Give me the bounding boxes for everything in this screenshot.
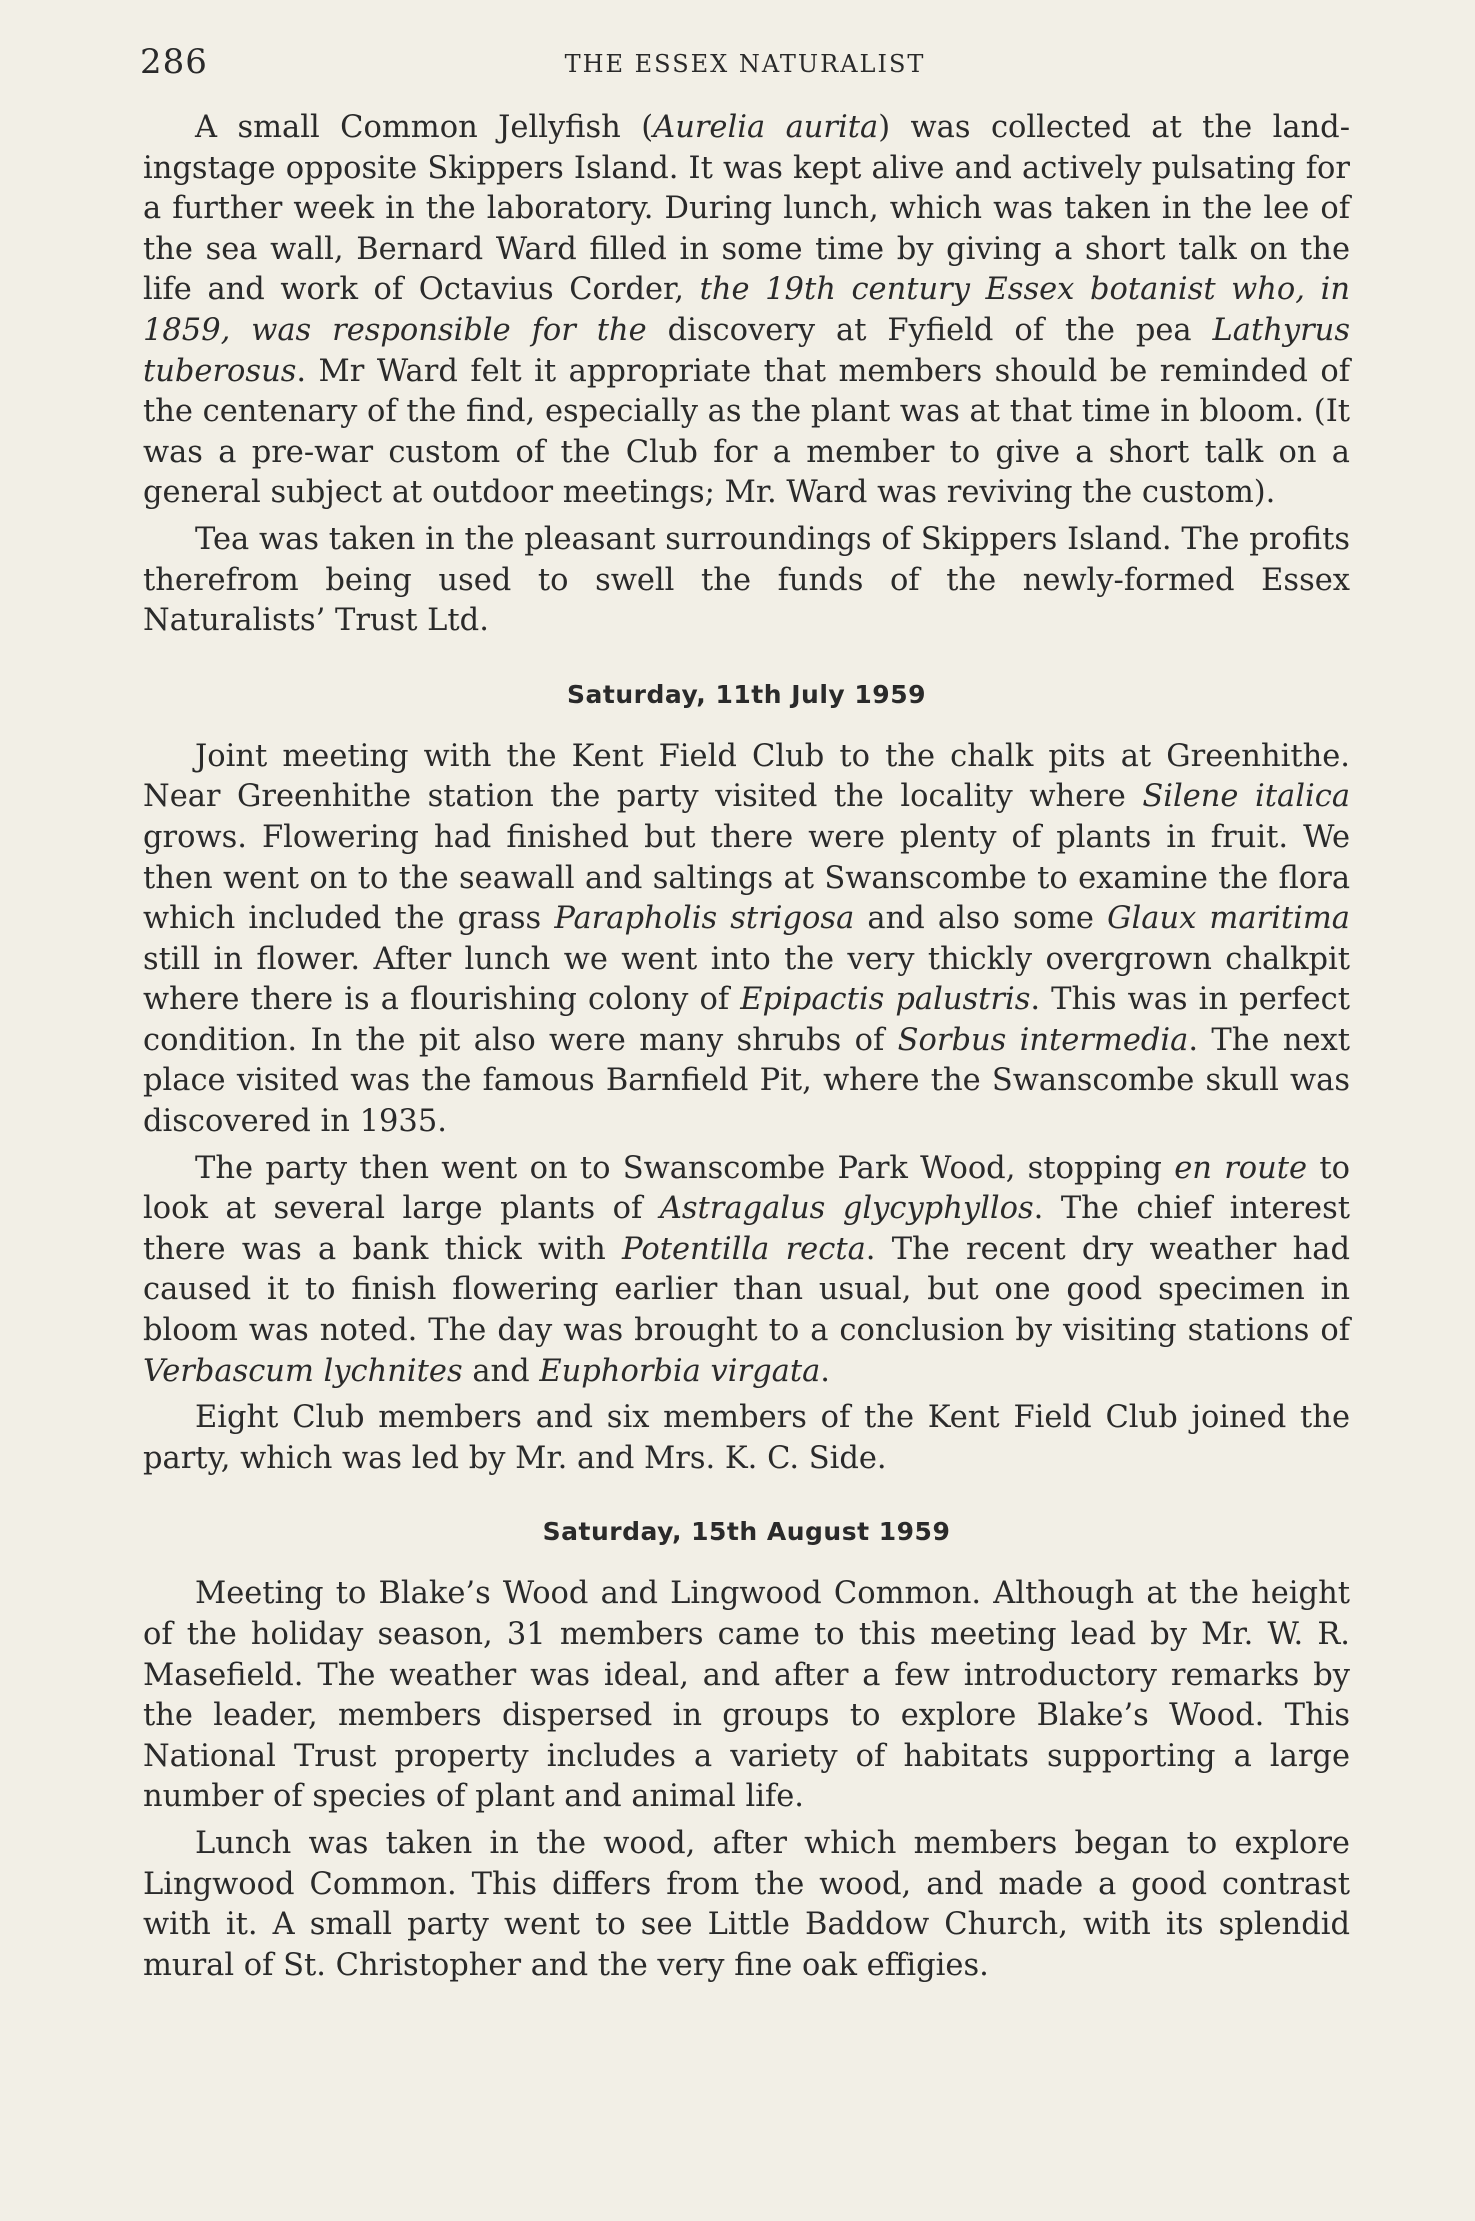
text-run: . This was in perfect condition. In the pit also were many shrubs of bbox=[143, 982, 1350, 1058]
paragraph bbox=[143, 737, 1350, 1143]
text-run: Meeting to Blake’s Wood and Lingwood Common. Although at the height of the holiday season, 31 members came to this meeting lead by Mr. W. R. Masefield. The weather was ideal, and after a few introductory remarks by the leader, members dispersed in groups to explore Blake’s Wood. This National Trust property includes a variety of habitats supporting a large number of species of plant and animal life. bbox=[143, 1576, 1350, 1815]
paragraph bbox=[143, 520, 1350, 642]
section-heading: Saturday, 11th July 1959 bbox=[567, 679, 926, 709]
text-run: discovery at Fyfield of the pea bbox=[646, 312, 1213, 348]
text-run: still in flower. After lunch we went into the very thickly overgrown chalkpit where there is a flourishing colony of bbox=[143, 941, 1350, 1018]
text-run: . The chief interest there was a bank thick with bbox=[143, 1191, 1350, 1267]
running-head bbox=[140, 42, 1350, 82]
italic-text: the 19th century Essex botanist who, in 1859, was responsible for the bbox=[143, 272, 1350, 348]
text-run: . The recent dry weather had caused it to finish flowering earlier than usual, but one good specimen in bloom was noted. The day was brought to a conclusion by visiting stations of bbox=[143, 1231, 1350, 1349]
italic-text: Sorbus intermedia bbox=[897, 1022, 1189, 1058]
text-run: ) was collected at the landingstage opposite Skippers Island. It was kept alive and actively pulsating for a further week in the laboratory. During lunch, which was taken in the lee of the sea wall, Bernard Ward filled in some time by giving a short talk on the life and work of Octavius Corder, bbox=[143, 110, 1350, 308]
page-number: 286 bbox=[140, 42, 208, 82]
text-run: . The next place visited was the famous Barnfield Pit, where the Swanscombe skull was discovered in 1935. bbox=[143, 1022, 1350, 1140]
text-run: Tea was taken in the pleasant surroundings of Skippers Island. The profits therefrom being used to swell the funds of the newly-formed Essex Naturalists’ Trust Ltd. bbox=[143, 521, 1350, 639]
text-run: . Mr Ward felt it appropriate that members should be reminded of the centenary of the find, especially as the plant was at that time in bloom. (It was a pre-war custom of the Club for a member to give a short talk on a general subject at outdoor meetings; Mr. Ward was reviving the custom). bbox=[143, 353, 1351, 511]
paragraph bbox=[143, 1574, 1350, 1818]
text-run: Joint meeting with the Kent Field Club to the chalk pits at Greenhithe. Near Greenhithe station the party visited the locality where bbox=[143, 738, 1350, 815]
journal-title: THE ESSEX NATURALIST bbox=[564, 50, 926, 78]
italic-text: Euphorbia virgata bbox=[539, 1353, 821, 1389]
italic-text: Lathyrus tuberosus bbox=[143, 312, 1350, 389]
paragraph bbox=[143, 1824, 1350, 1986]
italic-text: Astragalus glycyphyllos bbox=[659, 1191, 1034, 1227]
section-heading: Saturday, 15th August 1959 bbox=[542, 1517, 951, 1547]
paragraph bbox=[143, 1398, 1350, 1479]
italic-text: Glaux maritima bbox=[1107, 901, 1350, 937]
italic-text: Parapholis strigosa bbox=[554, 901, 855, 937]
italic-text: Silene italica bbox=[1142, 779, 1350, 815]
italic-text: Epipactis palustris bbox=[740, 982, 1031, 1018]
text-run: Lunch was taken in the wood, after which members began to explore Lingwood Common. This differs from the wood, and made a good contrast with it. A small party went to see Little Baddow Church, with its splendid mural of St. Christopher and the very fine oak effigies. bbox=[143, 1825, 1350, 1983]
text-run: and bbox=[462, 1353, 540, 1389]
text-run: Eight Club members and six members of the Kent Field Club joined the party, which was led by Mr. and Mrs. K. C. Side. bbox=[143, 1400, 1350, 1476]
paragraph bbox=[143, 108, 1350, 514]
text-run: and also some bbox=[854, 901, 1108, 937]
italic-text: Potentilla recta bbox=[622, 1231, 866, 1267]
italic-text: Verbascum lychnites bbox=[143, 1353, 463, 1389]
text-run: A small Common Jellyfish ( bbox=[195, 110, 654, 145]
italic-text: en route bbox=[1174, 1150, 1308, 1186]
text-run: . bbox=[820, 1353, 830, 1389]
italic-text: Aurelia aurita bbox=[653, 110, 879, 145]
text-run: The party then went on to Swanscombe Park Wood, stopping bbox=[195, 1150, 1175, 1186]
text-run: to look at several large plants of bbox=[143, 1150, 1350, 1227]
text-run: grows. Flowering had finished but there were plenty of plants in fruit. We then went on to the seawall and saltings at Swanscombe to examine the flora which included the grass bbox=[143, 819, 1350, 937]
paragraph bbox=[143, 1149, 1350, 1393]
body-text bbox=[143, 108, 1350, 1992]
